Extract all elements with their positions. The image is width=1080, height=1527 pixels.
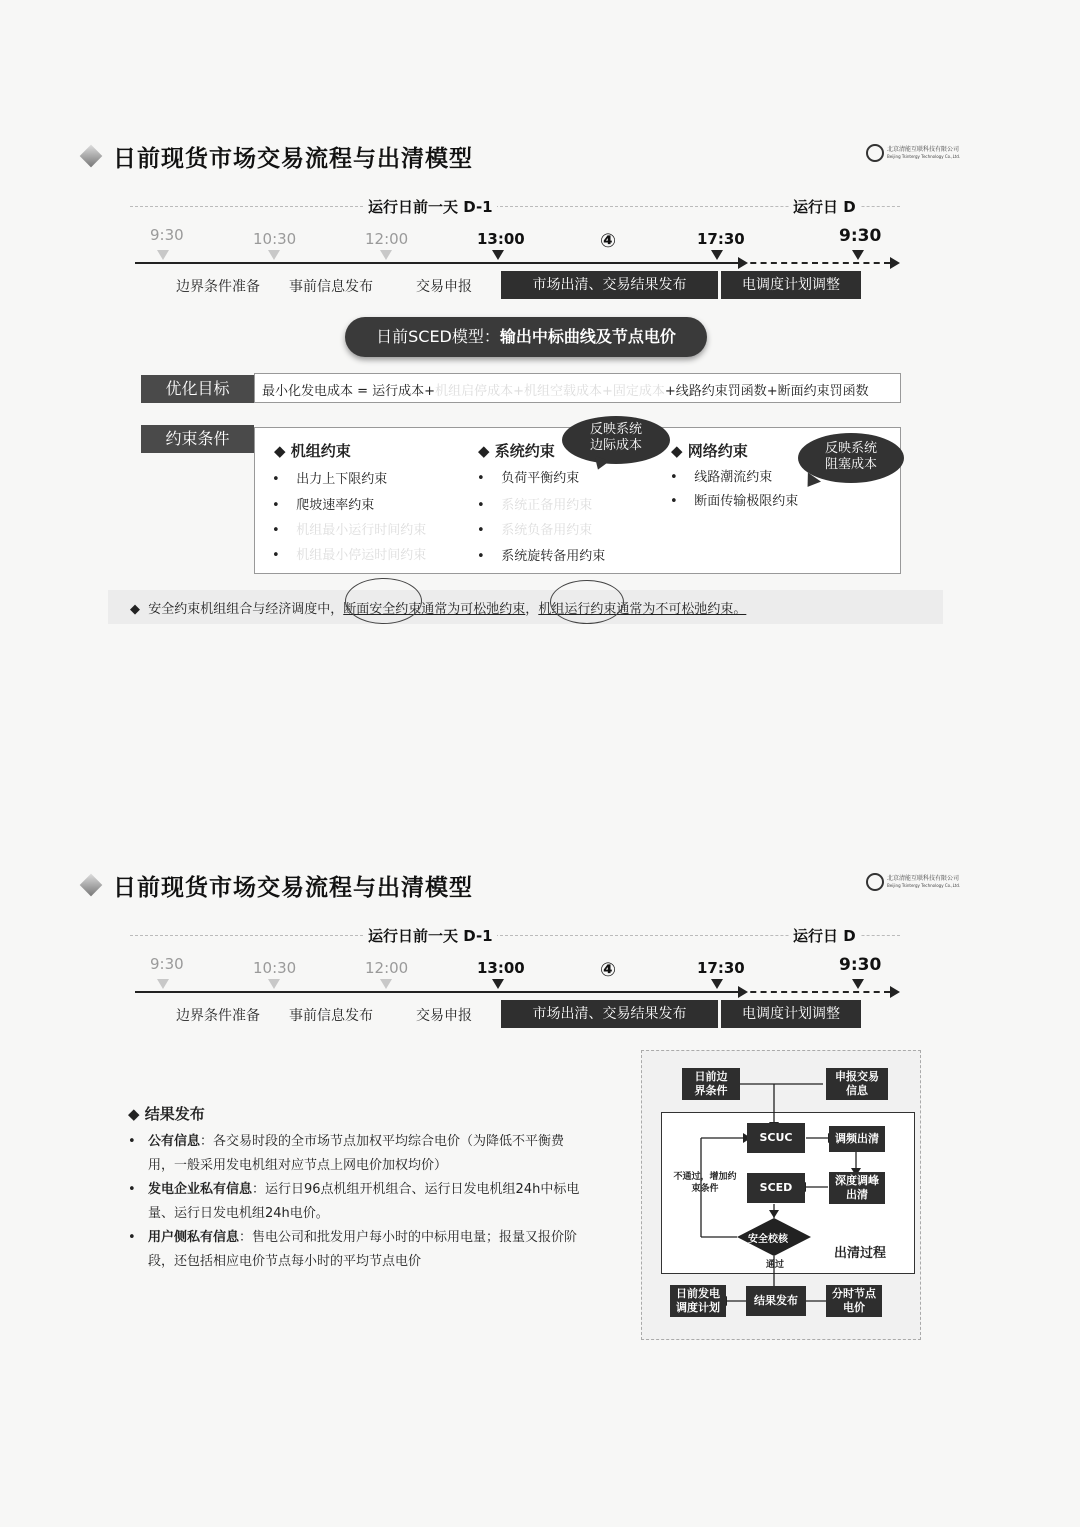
group-title-network: ◆ 网络约束 (671, 442, 748, 460)
flow-node-text: 分时节点电价 (832, 1287, 876, 1314)
list-item-text: 爬坡速率约束 (296, 498, 375, 513)
stage-label-active: 市场出清、交易结果发布 (501, 1000, 718, 1028)
banner-prefix: 日前SCED模型： (376, 327, 500, 346)
list-item: • 系统正备用约束 (477, 498, 593, 513)
objective-text: 最小化发电成本 = 运行成本+ (262, 384, 436, 399)
logo-english: Beijing Tsintergy Technology Co.,Ltd. (887, 154, 961, 159)
flow-node-price (826, 1285, 882, 1317)
stage-label: 事前信息发布 (289, 1008, 373, 1024)
time-label: 10:30 (253, 959, 297, 977)
list-item: • 机组最小运行时间约束 (272, 523, 427, 538)
objective-faint: 机组启停成本+机组空载成本+固定成本 (435, 384, 665, 399)
pen-circle-mark (345, 578, 422, 624)
flow-node-text: 深度调峰出清 (835, 1174, 879, 1201)
flow-node-scuc: SCUC (747, 1123, 805, 1153)
constraint-tag: 约束条件 (141, 425, 254, 453)
timeline-axis-dashed (740, 262, 890, 264)
list-item: • 系统旋转备用约束 (477, 549, 606, 564)
day-label-d: 运行日 D (789, 925, 860, 946)
group-title-unit: ◆ 机组约束 (274, 442, 351, 460)
time-label: 12:00 (365, 959, 409, 977)
logo-english: Beijing Tsintergy Technology Co.,Ltd. (887, 883, 961, 888)
day-label-d-1: 运行日前一天 D-1 (364, 196, 497, 217)
step-number: ④ (600, 230, 617, 252)
flow-node (826, 1068, 888, 1100)
bullet-text: ：运行日96点机组开机组合、运行日发电机组24h中标电量、运行日发电机组24h电价。 (148, 1182, 580, 1221)
timeline-axis (135, 991, 740, 993)
list-item: • 线路潮流约束 (670, 470, 773, 485)
logo-icon (866, 873, 884, 891)
objective-formula (262, 380, 869, 399)
group-title-text: 网络约束 (687, 442, 748, 460)
list-item: • 系统负备用约束 (477, 523, 593, 538)
pass-label: 通过 (766, 1260, 785, 1270)
company-logo (866, 144, 960, 162)
company-logo (866, 873, 960, 891)
bullet-diamond-icon (80, 145, 103, 168)
arrow-right-icon (890, 257, 900, 269)
day-label-d: 运行日 D (789, 196, 860, 217)
stage-label-active: 电调度计划调整 (721, 1000, 861, 1028)
logo-name: 北京清能互联科技有限公司 (887, 875, 960, 882)
logo-icon (866, 144, 884, 162)
flow-node-text: 日前发电调度计划 (676, 1287, 720, 1314)
time-label: 9:30 (150, 955, 184, 973)
time-marker (711, 979, 723, 989)
sced-model-banner (345, 317, 707, 357)
pen-circle-mark (550, 580, 624, 624)
flow-node (682, 1068, 740, 1100)
note-part: ， (525, 602, 539, 617)
time-marker (157, 250, 169, 260)
stage-label: 交易申报 (416, 1008, 472, 1024)
note-text: ◆ 安全约束机组组合与经济调度中，断面安全约束通常为可松弛约束，机组运行约束通常为不可松弛约束。 (130, 602, 747, 617)
slide-title: 日前现货市场交易流程与出清模型 (113, 146, 473, 172)
list-item-text: 机组最小运行时间约束 (296, 523, 427, 538)
bullet-text: ：售电公司和批发用户每小时的中标用电量；报量又报价阶段，还包括相应电价节点每小时的平均节点电价 (148, 1230, 578, 1269)
time-label: 13:00 (477, 959, 525, 977)
list-item-text: 系统旋转备用约束 (501, 549, 606, 564)
time-marker (492, 250, 504, 260)
decision-label: 安全校核 (748, 1234, 788, 1245)
list-item: • 负荷平衡约束 (477, 471, 580, 486)
flow-node-publish: 结果发布 (746, 1286, 806, 1316)
list-item-text: 系统正备用约束 (501, 498, 593, 513)
time-marker (268, 979, 280, 989)
flow-node-sced: SCED (747, 1173, 805, 1203)
banner-emphasis: 输出中标曲线及节点电价 (499, 327, 676, 346)
time-label: 9:30 (150, 226, 184, 244)
objective-tag: 优化目标 (141, 375, 254, 403)
note-part: 安全约束机组组合与经济调度中， (148, 602, 344, 617)
flow-node-plan (670, 1285, 726, 1317)
list-item-text: 线路潮流约束 (694, 470, 773, 485)
slide-title: 日前现货市场交易流程与出清模型 (113, 875, 473, 901)
callout-text: 反映系统阻塞成本 (824, 441, 877, 472)
bullet-diamond-icon (80, 874, 103, 897)
flow-node-text: 申报交易信息 (835, 1070, 879, 1097)
note-part: 断面安全约束通常为可松弛约束 (343, 602, 526, 617)
list-item: • 断面传输极限约束 (670, 494, 799, 509)
group-title-text: 系统约束 (494, 442, 555, 460)
bullet-public (148, 1130, 588, 1178)
time-label: 9:30 (839, 226, 882, 246)
stage-label-active: 市场出清、交易结果发布 (501, 271, 718, 299)
fail-label: 不通过，增加约束条件 (673, 1172, 737, 1194)
time-marker (711, 250, 723, 260)
callout-bubble (798, 433, 904, 483)
bullet-dot: • (128, 1134, 136, 1149)
stage-label: 边界条件准备 (176, 279, 260, 295)
stage-label-active: 电调度计划调整 (721, 271, 861, 299)
time-label: 10:30 (253, 230, 297, 248)
step-number: ④ (600, 959, 617, 981)
list-item: • 出力上下限约束 (272, 472, 388, 487)
time-marker (852, 979, 864, 989)
time-label: 17:30 (697, 230, 745, 248)
bullet-label: 发电企业私有信息 (148, 1182, 253, 1197)
arrow-right-icon (738, 257, 748, 269)
time-marker (380, 979, 392, 989)
arrow-right-icon (890, 986, 900, 998)
list-item-text: 机组最小停运时间约束 (296, 548, 427, 563)
time-label: 9:30 (839, 955, 882, 975)
time-marker (380, 250, 392, 260)
time-label: 13:00 (477, 230, 525, 248)
note-part: 机组运行约束通常为不可松弛约束。 (538, 602, 747, 617)
time-label: 12:00 (365, 230, 409, 248)
list-item-text: 系统负备用约束 (501, 523, 593, 538)
list-item: • 爬坡速率约束 (272, 498, 375, 513)
callout-bubble (562, 416, 670, 464)
list-item-text: 负荷平衡约束 (501, 471, 580, 486)
time-marker (492, 979, 504, 989)
arrow-right-icon (738, 986, 748, 998)
stage-label: 交易申报 (416, 279, 472, 295)
list-item-text: 断面传输极限约束 (694, 494, 799, 509)
stage-label: 事前信息发布 (289, 279, 373, 295)
timeline-axis (135, 262, 740, 264)
list-item: • 机组最小停运时间约束 (272, 548, 427, 563)
time-label: 17:30 (697, 959, 745, 977)
bullet-text: ：各交易时段的全市场节点加权平均综合电价（为降低不平衡费用，一般采用发电机组对应节点上网电价加权均价） (148, 1134, 565, 1173)
list-item-text: 出力上下限约束 (296, 472, 388, 487)
logo-name: 北京清能互联科技有限公司 (887, 146, 960, 153)
result-title: ◆ 结果发布 (128, 1105, 205, 1123)
objective-text-2: +线路约束罚函数+断面约束罚函数 (664, 384, 869, 399)
bullet-generator (148, 1178, 588, 1226)
flow-node-text: 日前边界条件 (694, 1070, 728, 1097)
bullet-dot: • (128, 1182, 136, 1197)
time-marker (268, 250, 280, 260)
process-label: 出清过程 (834, 1246, 887, 1261)
stage-label: 边界条件准备 (176, 1008, 260, 1024)
callout-text: 反映系统边际成本 (589, 422, 642, 453)
bullet-dot: • (128, 1230, 136, 1245)
objective-box (254, 373, 901, 403)
group-title-text: 机组约束 (290, 442, 351, 460)
day-label-d-1: 运行日前一天 D-1 (364, 925, 497, 946)
flow-node-peak (829, 1172, 885, 1204)
time-marker (157, 979, 169, 989)
bullet-label: 公有信息 (148, 1134, 201, 1149)
group-title-system: ◆ 系统约束 (478, 442, 555, 460)
flow-node-freq: 调频出清 (829, 1126, 885, 1152)
bullet-label: 用户侧私有信息 (148, 1230, 240, 1245)
result-title-text: 结果发布 (144, 1105, 205, 1123)
bullet-user (148, 1226, 588, 1274)
time-marker (852, 250, 864, 260)
timeline-axis-dashed (740, 991, 890, 993)
